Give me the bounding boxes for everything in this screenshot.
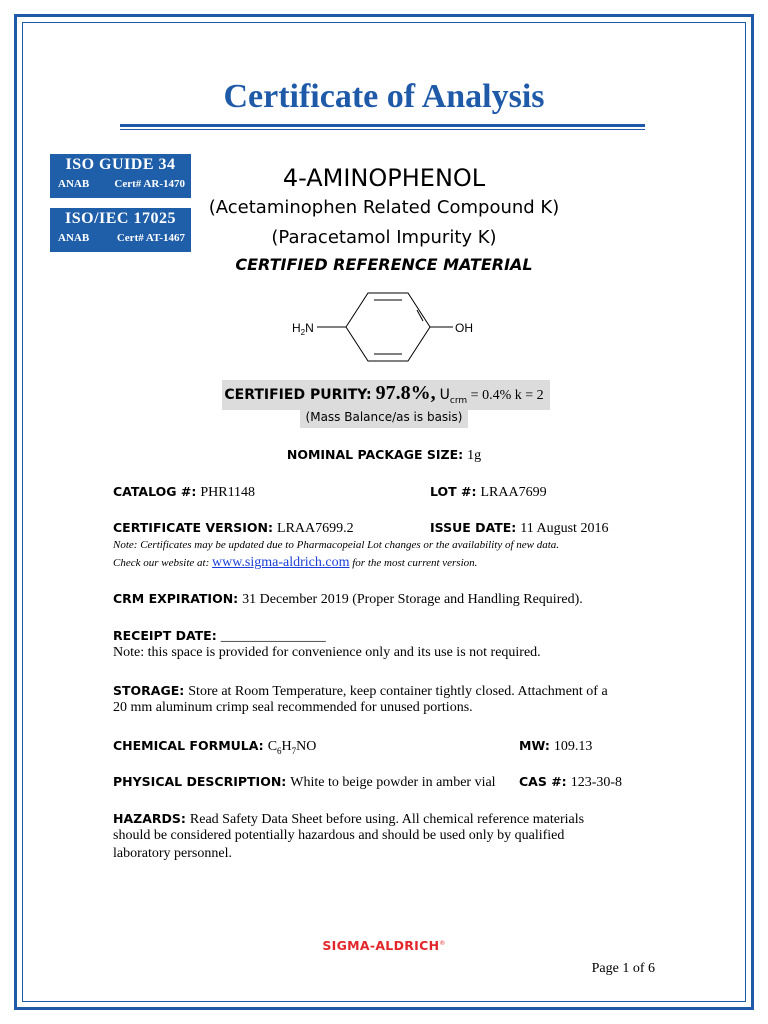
crm-expiration (113, 590, 583, 608)
issue-date (430, 519, 608, 537)
badge-cert: Cert# AT-1467 (116, 232, 185, 244)
storage-line-2: 20 mm aluminum crimp seal recommended for unused portions. (113, 700, 473, 715)
hydroxyl-group-label: OH (455, 321, 473, 335)
product-synonym-2: (Paracetamol Impurity K) (271, 227, 497, 248)
cas-value: 123-30-8 (570, 775, 623, 790)
lot-label: LOT #: (430, 484, 477, 499)
hazards (113, 810, 584, 828)
badge-cert: Cert# AR-1470 (114, 178, 185, 190)
benzene-ring (346, 293, 430, 361)
website-link[interactable]: www.sigma-aldrich.com (211, 555, 350, 570)
title-rule-thin (120, 129, 645, 130)
mw-value: 109.13 (553, 739, 593, 754)
page-number: Page 1 of 6 (591, 961, 655, 976)
product-synonym-1: (Acetaminophen Related Compound K) (208, 197, 560, 218)
hazards-line-3: laboratory personnel. (113, 846, 232, 861)
amine-group-label: $H_2N$ (292, 321, 314, 337)
receipt-date-blank: _______________ (220, 629, 326, 644)
purity-uncertainty: $U_{crm} = 0.4\%$ k = 2 (439, 387, 544, 406)
website-note: Check our website at: www.sigma-aldrich.com for the most current version. (113, 555, 478, 570)
lot-number (430, 483, 547, 501)
product-name: 4-AMINOPHENOL (282, 164, 486, 192)
cas-number (519, 773, 622, 791)
physical-description (113, 773, 496, 791)
issue-date-value: 11 August 2016 (520, 521, 609, 536)
hazards-line-1: Read Safety Data Sheet before using. All chemical reference materials (189, 812, 585, 827)
receipt-note: Note: this space is provided for convenience only and its use is not required. (113, 645, 541, 660)
certified-purity (0, 382, 768, 406)
badge-org: ANAB (58, 232, 90, 244)
badge-org: ANAB (58, 178, 90, 190)
catalog-number (113, 483, 255, 501)
formula-label: CHEMICAL FORMULA: (113, 738, 264, 753)
certificate-version (113, 519, 354, 537)
physical-value: White to beige powder in amber vial (290, 775, 496, 790)
hazards-line-2: should be considered potentially hazardous and should be used only by qualified (113, 828, 565, 843)
update-note: Note: Certificates may be updated due to Pharmacopeial Lot changes or the availability of new data. (113, 539, 560, 551)
crm-expiration-label: CRM EXPIRATION: (113, 591, 239, 606)
crm-expiration-value: 31 December 2019 (Proper Storage and Handling Required). (242, 592, 583, 607)
lot-value: LRAA7699 (480, 485, 547, 500)
badge-title: ISO/IEC 17025 (65, 210, 176, 227)
purity-value: 97.8%, (375, 382, 436, 404)
purity-label: CERTIFIED PURITY: (224, 387, 372, 403)
receipt-date (113, 627, 326, 645)
title-rule-thick (120, 124, 645, 127)
cert-version-value: LRAA7699.2 (277, 521, 354, 536)
sigma-aldrich-logo: SIGMA-ALDRICH® (322, 938, 446, 953)
receipt-date-label: RECEIPT DATE: (113, 628, 217, 643)
nominal-label: NOMINAL PACKAGE SIZE: (286, 447, 464, 462)
storage-line-1: Store at Room Temperature, keep container tightly closed. Attachment of a (188, 684, 608, 699)
certificate-title: Certificate of Analysis (223, 78, 545, 115)
storage (113, 682, 608, 700)
chemical-structure (290, 287, 490, 367)
molecular-weight (519, 737, 592, 755)
storage-label: STORAGE: (113, 683, 185, 698)
mw-label: MW: (519, 738, 550, 753)
cert-version-label: CERTIFICATE VERSION: (113, 520, 274, 535)
physical-label: PHYSICAL DESCRIPTION: (113, 774, 287, 789)
issue-date-label: ISSUE DATE: (430, 520, 517, 535)
chemical-formula (113, 737, 316, 756)
catalog-label: CATALOG #: (113, 484, 197, 499)
cas-label: CAS #: (519, 774, 567, 789)
badge-title: ISO GUIDE 34 (65, 156, 176, 173)
material-type: CERTIFIED REFERENCE MATERIAL (235, 255, 533, 274)
hazards-label: HAZARDS: (113, 811, 186, 826)
nominal-package-size (0, 446, 768, 464)
nominal-value: 1g (467, 448, 482, 463)
formula-value: $C_6H_7NO$ (267, 739, 317, 756)
purity-basis: (Mass Balance/as is basis) (305, 410, 463, 424)
catalog-value: PHR1148 (200, 485, 256, 500)
